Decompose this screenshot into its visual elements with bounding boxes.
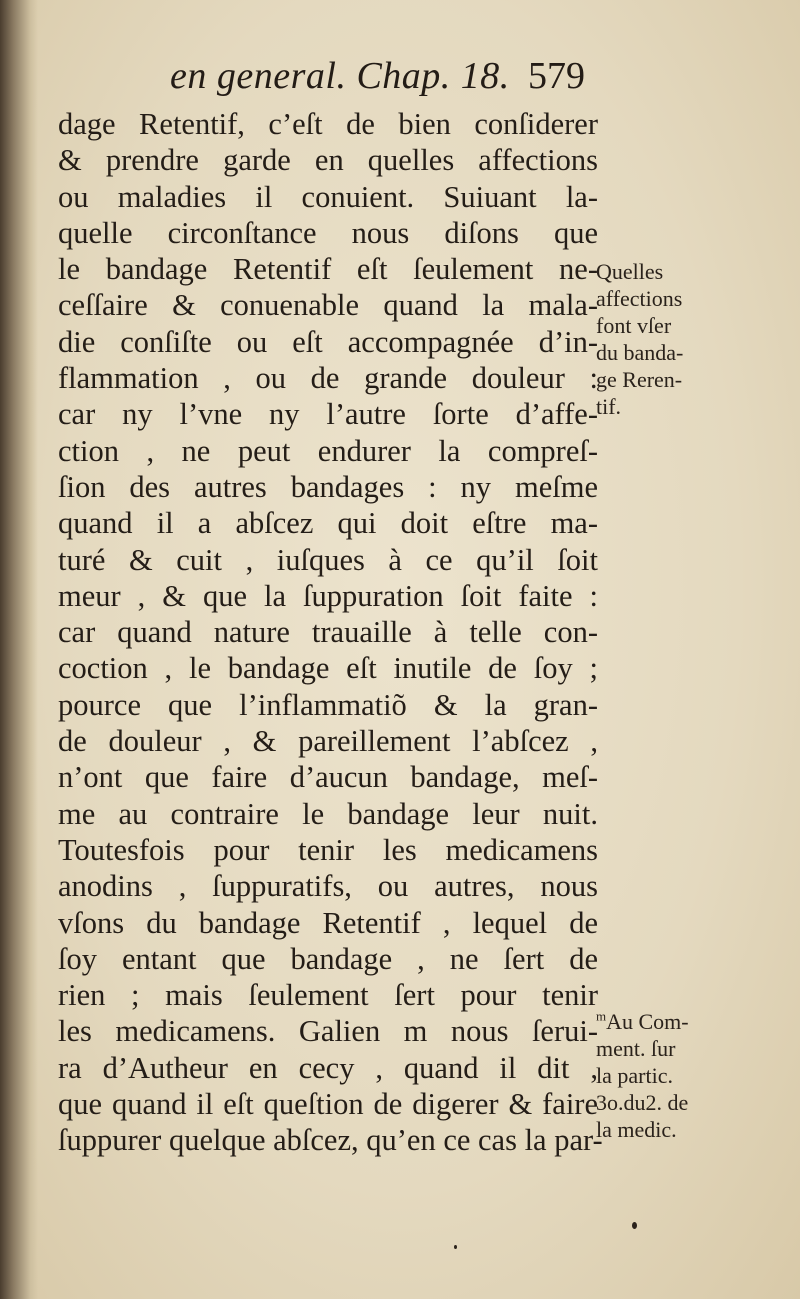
margin-line-text: Au Com-: [606, 1009, 689, 1034]
text-line: n’ont que faire d’aucun bandage, meſ-: [58, 760, 598, 795]
margin-line: la partic.: [596, 1063, 673, 1088]
text-line: quelle circonſtance nous diſons que: [58, 215, 598, 250]
margin-note-galien-reference: [596, 1008, 746, 1143]
text-line: car ny l’vne ny l’autre ſorte d’affe-: [58, 397, 598, 432]
text-line: me au contraire le bandage leur nuit.: [58, 796, 598, 831]
margin-line: du banda-: [596, 340, 684, 365]
text-line: ſoy entant que bandage , ne ſert de: [58, 941, 598, 976]
text-line: ſuppurer quelque abſcez, qu’en ce cas la par-: [58, 1123, 603, 1158]
binding-gutter: [0, 0, 38, 1299]
text-line: pource que l’inflammatiõ & la gran-: [58, 687, 598, 722]
text-line: que quand il eſt queſtion de digerer & faire: [58, 1087, 598, 1122]
text-line: les medicamens. Galien m nous ſerui-: [58, 1014, 598, 1049]
page-number: 579: [528, 55, 585, 97]
text-line: meur , & que la ſuppuration ſoit faite :: [58, 578, 598, 613]
text-line: dage Retentif, c’eſt de bien conſiderer: [58, 107, 598, 141]
main-text-block: [58, 106, 603, 1159]
margin-line: font vſer: [596, 313, 672, 338]
margin-line: affections: [596, 286, 683, 311]
text-line: & prendre garde en quelles affections: [58, 143, 598, 178]
margin-line: ment. ſur: [596, 1036, 676, 1061]
text-line: ſion des autres bandages : ny meſme: [58, 469, 598, 504]
footnote-marker: m: [596, 1008, 607, 1024]
text-line: vſons du bandage Retentif , lequel de: [58, 905, 598, 940]
text-line: le bandage Retentif eſt ſeulement ne-: [58, 252, 598, 287]
text-line: ceſſaire & conuenable quand la mala-: [58, 288, 598, 323]
margin-line: [596, 1008, 746, 1035]
text-line: ra d’Autheur en cecy , quand il dit ,: [58, 1050, 598, 1085]
text-line: rien ; mais ſeulement ſert pour tenir: [58, 978, 598, 1013]
text-line: ou maladies il conuient. Suiuant la-: [58, 179, 598, 214]
running-title: en general. Chap. 18.: [170, 55, 510, 97]
text-line: ction , ne peut endurer la compreſ-: [58, 433, 598, 468]
running-header: [170, 54, 610, 106]
ink-speck: [454, 1245, 457, 1249]
margin-note-affections: [596, 258, 746, 420]
text-line: coction , le bandage eſt inutile de ſoy ;: [58, 651, 598, 686]
text-line: turé & cuit , iuſques à ce qu’il ſoit: [58, 542, 598, 577]
text-line: Toutesfois pour tenir les medicamens: [58, 832, 598, 867]
margin-line: tif.: [596, 394, 622, 419]
text-line: die conſiſte ou eſt accompagnée d’in-: [58, 324, 598, 359]
margin-line: 3o.du2. de: [596, 1090, 689, 1115]
margin-line: la medic.: [596, 1117, 677, 1142]
margin-line: Quelles: [596, 259, 664, 284]
text-line: quand il a abſcez qui doit eſtre ma-: [58, 506, 598, 541]
text-line: anodins , ſuppuratifs, ou autres, nous: [58, 869, 598, 904]
text-line: flammation , ou de grande douleur :: [58, 361, 598, 396]
ink-speck: [632, 1222, 637, 1229]
text-line: de douleur , & pareillement l’abſcez ,: [58, 724, 598, 759]
text-line: car quand nature trauaille à telle con-: [58, 615, 598, 650]
margin-line: ge Reren-: [596, 367, 683, 392]
